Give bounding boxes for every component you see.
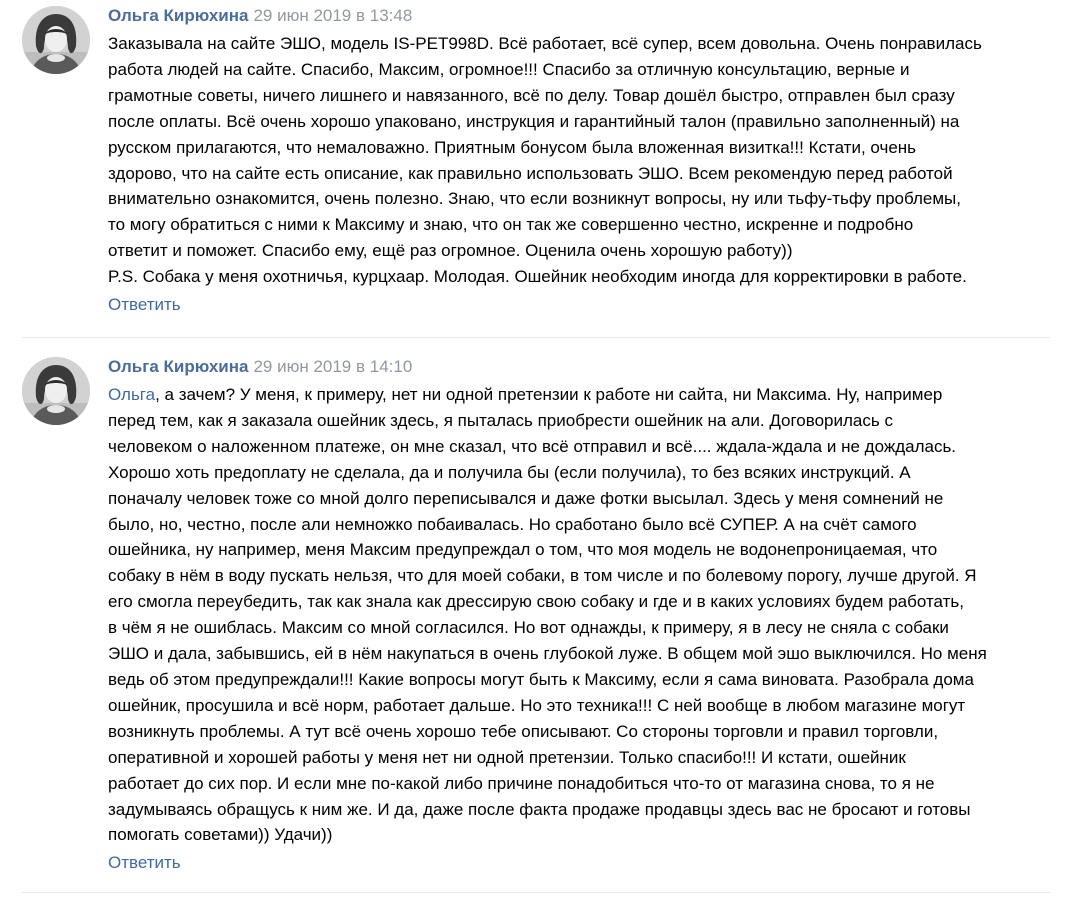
comment-body: , а зачем? У меня, к примеру, нет ни одной претензии к работе ни сайта, ни Максима. Ну, например перед тем, как я заказала ошейник здесь, я пыталась приобрести ошейник на али. Договорилась с человеком о наложенном платеже, он мне сказал, что всё отправил и всё.... ждала-ждала и не дождалась. Хорошо хоть предоплату не сделала, да и получила бы (если получила), то без всяких инструкций. А поначалу человек тоже со мной долго переписывался и даже фотки высылал. Здесь у меня сомнений не было, но, честно, после али немножко побаивалась. Но сработано было всё СУПЕР. А на счёт самого ошейника, ну например, меня Максим предупреждал о том, что моя модель не водонепроницаемая, что собаку в нём в воду пускать нельзя, что для моей собаки, в том числе и по болевому порогу, лучше другой. Я его смогла переубедить, так как знала как дрессирую свою собаку и где и в каких условиях будем работать, в чём я не ошиблась. Максим со мной согласился. Но вот однажды, к примеру, я в лесу не сняла с собаки ЭШО и дала, забывшись, ей в нём накупаться в очень глубокой луже. В общем мой эшо выключился. Но меня ведь об этом предупреждали!!! Какие вопросы могут быть к Максиму, если я сама виновата. Разобрала дома ошейник, просушила и всё норм, работает дальше. Но это техника!!! С ней вообще в любом магазине могут возникнуть проблемы. А тут всё очень хорошо тебе описывают. Со стороны торговли и правил торговли, оперативной и хорошей работы у меня нет ни одной претензии. Только спасибо!!! И кстати, ошейник работает до сих пор. И если мне по-какой либо причине понадобиться что-то от магазина снова, то я не задумываясь обращусь к ним же. И да, даже после факта продаже продавцы здесь вас не бросают и готовы помогать советами)) Удачи)) bbox=[108, 385, 987, 845]
reply-button[interactable]: Ответить bbox=[108, 853, 181, 873]
divider bbox=[22, 892, 1050, 893]
comment-date[interactable]: 29 июн 2019 в 13:48 bbox=[253, 6, 413, 25]
comment-header bbox=[108, 357, 1050, 377]
comment-text bbox=[108, 382, 1050, 848]
avatar[interactable] bbox=[22, 357, 90, 425]
comment-mention[interactable]: Ольга bbox=[108, 385, 156, 404]
reply-button[interactable]: Ответить bbox=[108, 295, 181, 315]
user-photo-icon bbox=[22, 6, 90, 74]
divider bbox=[22, 337, 1050, 338]
comment-author[interactable]: Ольга Кирюхина bbox=[108, 6, 249, 25]
comment-author[interactable]: Ольга Кирюхина bbox=[108, 357, 249, 376]
comment-header bbox=[108, 6, 1050, 26]
comment-body: Заказывала на сайте ЭШО, модель IS-PET998D. Всё работает, всё супер, всем довольна. Очень понравилась работа людей на сайте. Спасибо, Максим, огромное!!! Спасибо за отличную консультацию, верные и грамотные советы, ничего лишнего и навязанного, всё по делу. Товар дошёл быстро, отправлен был сразу после оплаты. Всё очень хорошо упаковано, инструкция и гарантийный талон (правильно заполненный) на русском прилагаются, что немаловажно. Приятным бонусом была вложенная визитка!!! Кстати, очень здорово, что на сайте есть описание, как правильно использовать ЭШО. Всем рекомендую перед работой внимательно ознакомится, очень полезно. Знаю, что если возникнут вопросы, ну или тьфу-тьфу проблемы, то могу обратиться с ними к Максиму и знаю, что он так же совершенно честно, искренне и подробно ответит и поможет. Спасибо ему, ещё раз огромное. Оценила очень хорошую работу)) P.S. Собака у меня охотничья, курцхаар. Молодая. Ошейник необходим иногда для корректировки в работе. bbox=[108, 34, 982, 287]
user-photo-icon bbox=[22, 357, 90, 425]
avatar[interactable] bbox=[22, 6, 90, 74]
comment-text bbox=[108, 31, 1050, 290]
comment-date[interactable]: 29 июн 2019 в 14:10 bbox=[253, 357, 413, 376]
